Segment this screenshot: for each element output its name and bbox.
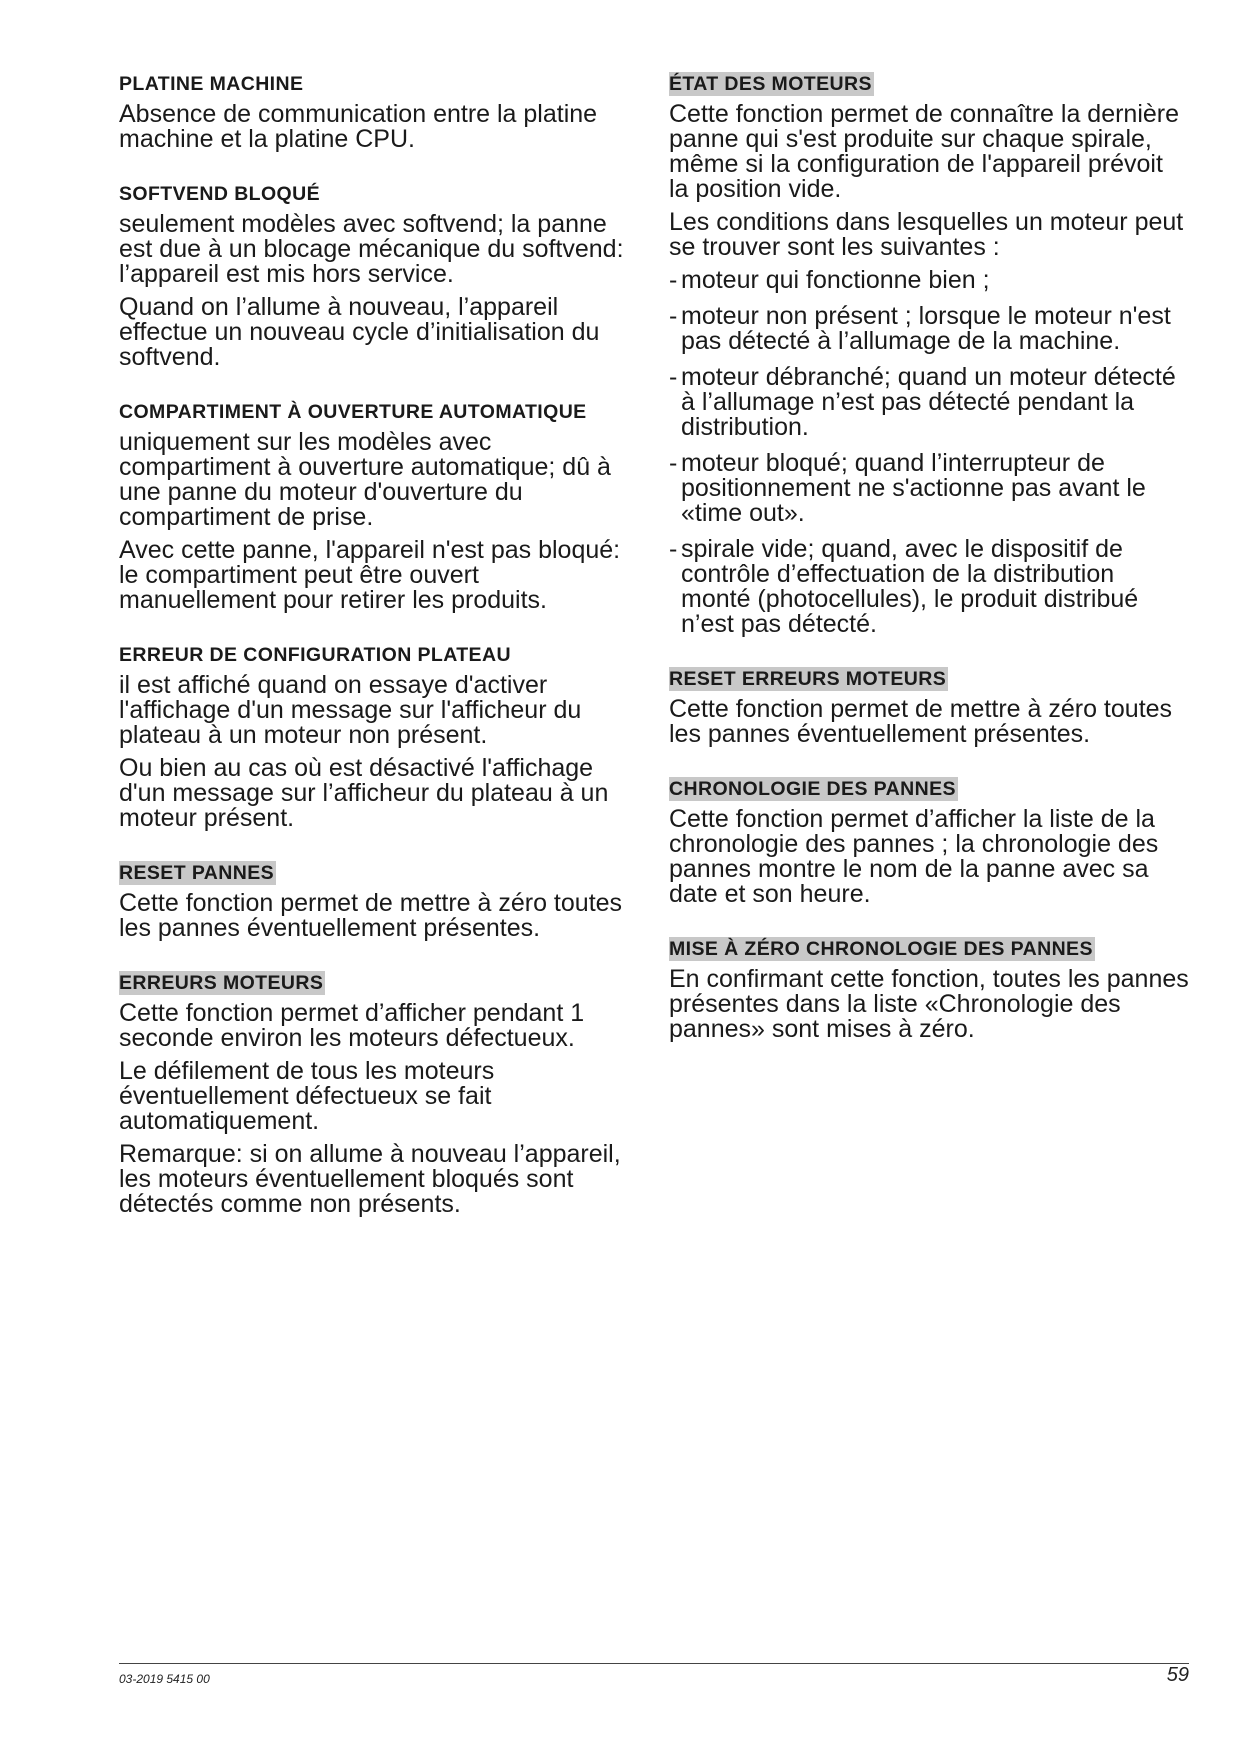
footer-divider: [119, 1663, 1189, 1664]
section-reset-erreurs-moteurs: [669, 667, 1189, 747]
paragraph: Les conditions dans lesquelles un moteur peut se trouver sont les suivantes :: [669, 208, 1184, 261]
paragraph: uniquement sur les modèles avec compartiment à ouverture automatique; dû à une panne du moteur d'ouverture du compartiment de prise.: [119, 428, 611, 531]
paragraph: Le défilement de tous les moteurs éventuellement défectueux se fait automatiquement.: [119, 1057, 495, 1135]
section-platine-machine: [119, 72, 639, 152]
list-item: - moteur débranché; quand un moteur détecté à l’allumage n’est pas détecté pendant la distribution.: [669, 363, 1176, 441]
paragraph: Cette fonction permet d’afficher pendant 1 seconde environ les moteurs défectueux.: [119, 999, 585, 1052]
paragraph: Avec cette panne, l'appareil n'est pas bloqué: le compartiment peut être ouvert manuellement pour retirer les produits.: [119, 536, 621, 614]
paragraph: seulement modèles avec softvend; la panne est due à un blocage mécanique du softvend: l’appareil est mis hors service.: [119, 210, 624, 288]
section-chronologie-pannes: [669, 777, 1189, 907]
motor-conditions-list: [669, 268, 1189, 637]
paragraph: Ou bien au cas où est désactivé l'affichage d'un message sur l’afficheur du plateau à un moteur présent.: [119, 754, 609, 832]
paragraph: En confirmant cette fonction, toutes les pannes présentes dans la liste «Chronologie des pannes» sont mises à zéro.: [669, 965, 1189, 1043]
list-item: - moteur non présent ; lorsque le moteur n'est pas détecté à l’allumage de la machine.: [669, 302, 1171, 355]
section-heading: RESET PANNES: [119, 862, 275, 884]
paragraph: Cette fonction permet de connaître la dernière panne qui s'est produite sur chaque spirale, même si la configuration de l'appareil prévoit la position vide.: [669, 100, 1180, 203]
paragraph: Cette fonction permet d’afficher la liste de la chronologie des pannes ; la chronologie des pannes montre le nom de la panne avec sa date et son heure.: [669, 805, 1159, 908]
document-code: 03-2019 5415 00: [119, 1672, 210, 1686]
section-heading: MISE À ZÉRO CHRONOLOGIE DES PANNES: [669, 938, 1093, 960]
section-heading: ERREUR DE CONFIGURATION PLATEAU: [119, 644, 511, 666]
list-item-text: spirale vide; quand, avec le dispositif de contrôle d’effectuation de la distribution monté (photocellules), le produit distribué n’est pas détecté.: [681, 535, 1139, 638]
section-etat-moteurs: [669, 72, 1189, 637]
list-item: - moteur qui fonctionne bien ;: [669, 266, 990, 294]
section-heading: COMPARTIMENT À OUVERTURE AUTOMATIQUE: [119, 401, 587, 423]
list-item-text: moteur bloqué; quand l’interrupteur de positionnement ne s'actionne pas avant le «time out».: [681, 449, 1146, 527]
page-number: 59: [1166, 1664, 1189, 1686]
section-heading: CHRONOLOGIE DES PANNES: [669, 778, 956, 800]
list-item-text: moteur débranché; quand un moteur détecté à l’allumage n’est pas détecté pendant la distribution.: [681, 363, 1176, 441]
section-heading: ERREURS MOTEURS: [119, 972, 324, 994]
section-softvend-bloque: [119, 182, 639, 370]
list-item: - spirale vide; quand, avec le dispositif de contrôle d’effectuation de la distribution monté (photocellules), le produit distribué n’est pas détecté.: [669, 535, 1139, 638]
list-item-text: moteur qui fonctionne bien ;: [681, 266, 990, 294]
section-heading: ÉTAT DES MOTEURS: [669, 73, 872, 95]
section-heading: PLATINE MACHINE: [119, 73, 304, 95]
paragraph: Absence de communication entre la platine machine et la platine CPU.: [119, 100, 598, 153]
section-heading: SOFTVEND BLOQUÉ: [119, 183, 321, 205]
paragraph: il est affiché quand on essaye d'activer l'affichage d'un message sur l'afficheur du plateau à un moteur non présent.: [119, 671, 582, 749]
section-reset-pannes: [119, 861, 639, 941]
section-compartiment-ouverture: [119, 400, 639, 613]
paragraph: Cette fonction permet de mettre à zéro toutes les pannes éventuellement présentes.: [669, 695, 1173, 748]
section-mise-a-zero-chronologie: [669, 937, 1189, 1042]
list-item-text: moteur non présent ; lorsque le moteur n'est pas détecté à l’allumage de la machine.: [681, 302, 1171, 355]
paragraph: Remarque: si on allume à nouveau l’appareil, les moteurs éventuellement bloqués sont détectés comme non présents.: [119, 1140, 621, 1218]
section-erreurs-moteurs: [119, 971, 639, 1217]
left-column: [119, 72, 639, 1247]
right-column: [669, 72, 1189, 1072]
paragraph: Cette fonction permet de mettre à zéro toutes les pannes éventuellement présentes.: [119, 889, 623, 942]
section-erreur-configuration: [119, 643, 639, 831]
paragraph: Quand on l’allume à nouveau, l’appareil effectue un nouveau cycle d’initialisation du softvend.: [119, 293, 600, 371]
section-heading: RESET ERREURS MOTEURS: [669, 668, 947, 690]
list-item: - moteur bloqué; quand l’interrupteur de positionnement ne s'actionne pas avant le «time out».: [669, 449, 1146, 527]
